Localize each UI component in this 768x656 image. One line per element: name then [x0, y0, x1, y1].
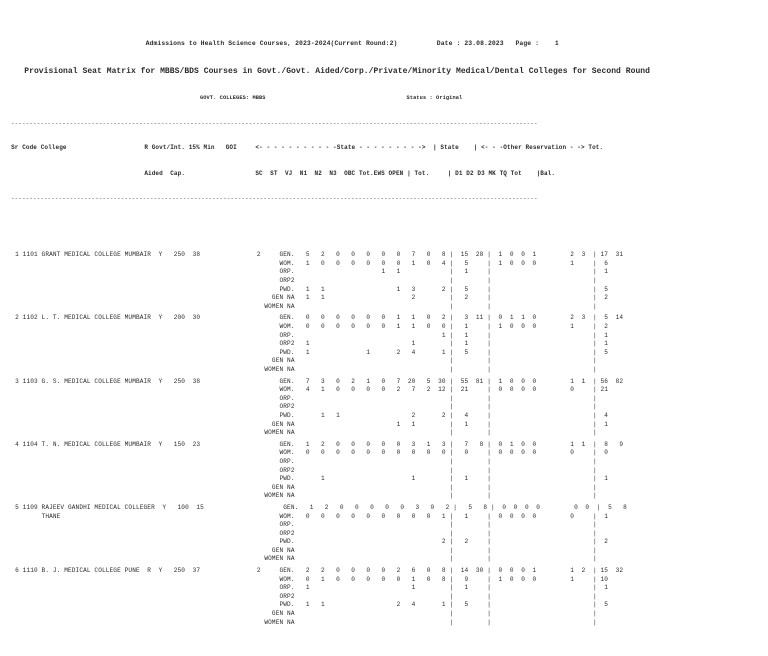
table-row-sub-line: WOMEN NA | | | [0, 302, 597, 310]
table-row-sub-line: PWD. 2 | 2 | | 2 [0, 538, 609, 546]
table-row-primary-line: 4 1104 T. N. MEDICAL COLLEGE MUMBAIR Y 150 23 GEN. 1 2 0 0 0 0 0 3 1 3 | 7 8 | 0 1 0 0 1 1 | 8 9 [0, 440, 624, 448]
table-row-sub-line: WOM. 0 0 0 0 0 0 1 1 0 0 | 1 | 1 0 0 0 1 | 2 [0, 323, 609, 331]
table-row-sub-line: WOMEN NA | | | [0, 429, 597, 437]
table-row-sub-line: GEN NA | | | [0, 546, 597, 554]
table-row[interactable] [0, 314, 768, 374]
table-row-sub-line: ORP2 | | | [0, 592, 597, 600]
table-row-sub-line: PWD. 1 1 2 4 1 | 5 | | 5 [0, 601, 609, 609]
table-row-sub-line: WOM. 4 1 0 0 0 0 2 7 2 12 | 21 | 0 0 0 0 0 | 21 [0, 386, 609, 394]
report-category-line: GOVT. COLLEGES: MBBS Status : Original [0, 94, 463, 101]
rule-header: ------------------------------------------------------------------------------------------------------------------------------------------------ [0, 195, 538, 203]
header-spacer [0, 220, 768, 226]
table-row-sub-line: GEN NA | | | [0, 483, 597, 491]
table-row-sub-line: PWD. 1 1 | 1 | | 1 [0, 475, 609, 483]
table-row-sub-line: THANE WOM. 0 0 0 0 0 0 0 0 0 1 | 1 | 0 0 0 0 0 | 1 [0, 512, 609, 520]
column-header-line-2: Aided Cap. SC ST VJ N1 N2 N3 OBC Tot.EWS OPEN | Tot. | D1 D2 D3 MK TQ Tot |Bal. [0, 169, 556, 177]
table-row-sub-line: ORP. 1 1 | 1 | | 1 [0, 268, 609, 276]
table-row-sub-line: ORP2 | | | [0, 403, 597, 411]
column-header-line-1: Sr Code College R Govt/Int. 15% Min GOI <- - - - - - - - - - -State - - - - - - - - -> | State | <- - -Other Reservation - -> Tot. [0, 144, 604, 152]
row-spacer [0, 627, 768, 630]
table-row-sub-line: ORP2 | | | [0, 466, 597, 474]
table-row-sub-line: WOMEN NA | | | [0, 366, 597, 373]
table-row-sub-line: PWD. 1 1 2 4 1 | 5 | | 5 [0, 348, 609, 356]
table-row-sub-line: ORP2 1 1 | 1 | | 1 [0, 340, 609, 348]
table-row-sub-line: ORP. 1 | 1 | | 1 [0, 331, 609, 339]
table-row-sub-line: PWD. 1 1 1 3 2 | 5 | | 5 [0, 285, 609, 293]
table-row[interactable] [0, 251, 768, 311]
table-row-sub-line: WOM. 0 1 0 0 0 0 0 1 0 8 | 9 | 1 0 0 0 1 | 10 [0, 575, 609, 583]
table-row-primary-line: 2 1102 L. T. MEDICAL COLLEGE MUMBAIR Y 200 30 GEN. 0 0 0 0 0 0 1 1 0 2 | 3 11 | 0 1 1 0 2 3 | 5 14 [0, 314, 624, 322]
rule-top: ------------------------------------------------------------------------------------------------------------------------------------------------ [0, 119, 538, 127]
table-row-sub-line: ORP. | | | [0, 394, 597, 402]
table-row[interactable] [0, 567, 768, 627]
table-row-sub-line: GEN NA | | | [0, 357, 597, 365]
table-body [0, 251, 768, 630]
table-row-sub-line: ORP2 | | | [0, 277, 597, 285]
table-row-sub-line: ORP. 1 1 | 1 | | 1 [0, 584, 609, 592]
table-row-sub-line: GEN NA 1 1 | 1 | | 1 [0, 420, 609, 428]
table-row-primary-line: 5 1109 RAJEEV GANDHI MEDICAL COLLEGER Y 100 15 GEN. 1 2 0 0 0 0 0 3 0 2 | 5 8 | 0 0 0 0 0 0 | 5 8 [0, 503, 627, 511]
table-row-sub-line: WOMEN NA | | | [0, 618, 597, 626]
table-row-sub-line: WOM. 0 0 0 0 0 0 0 0 0 0 | 0 | 0 0 0 0 0 | 0 [0, 449, 609, 457]
table-row-sub-line: ORP. | | | [0, 521, 597, 529]
table-row-primary-line: 1 1101 GRANT MEDICAL COLLEGE MUMBAIR Y 250 38 2 GEN. 5 2 0 0 0 0 0 7 0 8 | 15 28 | 1 0 0 1 2 3 | 17 31 [0, 251, 624, 259]
table-row-primary-line: 3 1103 G. S. MEDICAL COLLEGE MUMBAIR Y 250 38 GEN. 7 3 0 2 1 0 7 20 5 30 | 55 81 | 1 0 0 0 1 1 | 56 82 [0, 377, 624, 385]
report-subtitle-line: Provisional Seat Matrix for MBBS/BDS Courses in Govt./Govt. Aided/Corp./Private/Minority Medical/Dental Colleges for Second Round [0, 66, 651, 76]
report-title-line: Admissions to Health Science Courses, 2023-2024(Current Round:2) Date : 23.08.2023 Page : 1 [0, 39, 559, 47]
table-row-primary-line: 6 1110 B. J. MEDICAL COLLEGE PUNE R Y 250 37 2 GEN. 2 2 0 0 0 0 2 6 0 8 | 14 30 | 0 0 0 1 1 2 | 15 32 [0, 567, 624, 575]
table-row-sub-line: GEN NA 1 1 2 | 2 | | 2 [0, 294, 609, 302]
table-row-sub-line: ORP2 | | | [0, 529, 597, 537]
table-row-sub-line: PWD. 1 1 2 2 | 4 | | 4 [0, 411, 609, 419]
table-row[interactable] [0, 378, 768, 438]
table-row[interactable] [0, 504, 768, 564]
table-row-sub-line: GEN NA | | | [0, 610, 597, 618]
table-row-sub-line: ORP. | | | [0, 457, 597, 465]
table-row[interactable] [0, 441, 768, 501]
table-row-sub-line: WOMEN NA | | | [0, 492, 597, 500]
table-row-sub-line: WOMEN NA | | | [0, 555, 597, 563]
table-row-sub-line: WOM. 1 0 0 0 0 0 0 1 0 4 | 5 | 1 0 0 0 1 | 6 [0, 259, 609, 267]
